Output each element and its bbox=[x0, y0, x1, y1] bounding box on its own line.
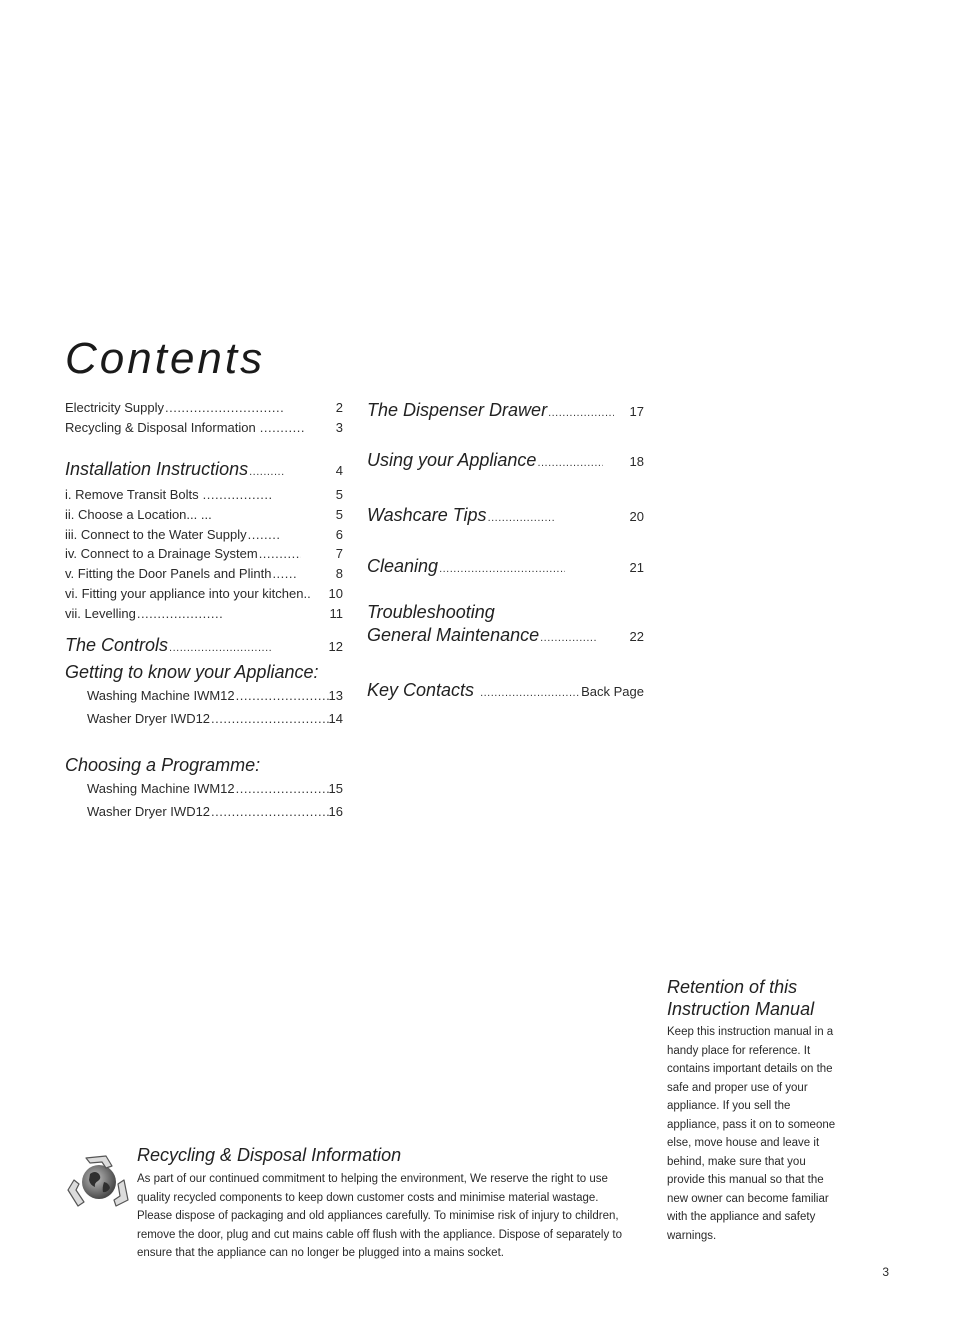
toc-page-number: 18 bbox=[629, 454, 644, 469]
toc-heading-dispenser-drawer[interactable] bbox=[367, 399, 644, 421]
toc-page-number: 8 bbox=[335, 566, 343, 581]
leader-dots bbox=[439, 561, 565, 577]
toc-entry-washing-machine[interactable] bbox=[87, 781, 343, 797]
toc-page-number: 3 bbox=[335, 420, 343, 435]
toc-heading-getting-to-know: Getting to know your Appliance: bbox=[65, 662, 319, 682]
toc-entry-label: Washer Dryer IWD12 bbox=[87, 711, 211, 726]
toc-page-number: 5 bbox=[335, 487, 343, 502]
toc-page-number: 15 bbox=[328, 781, 343, 796]
leader-dots bbox=[249, 464, 285, 480]
leader-dots bbox=[537, 455, 603, 471]
retention-body: Keep this instruction manual in a handy place for reference. It contains important details on the safe and proper use of your appliance. If you sell the appliance, pass it on to someone else, move house and leave it behind, make sure that you provide this manual so that the new owner can become familiar with the appliance and safety warnings. bbox=[667, 1026, 836, 1242]
toc-entry-label: Washing Machine IWM12 bbox=[87, 688, 235, 703]
retention-heading-line2: Instruction Manual bbox=[667, 999, 815, 1019]
toc-heading-using-appliance[interactable] bbox=[367, 449, 644, 471]
toc-heading-label: The Dispenser Drawer bbox=[367, 400, 548, 420]
toc-entry-label: Washing Machine IWM12 bbox=[87, 781, 235, 796]
recycling-section bbox=[137, 1144, 632, 1263]
toc-page-number: 21 bbox=[629, 560, 644, 575]
leader-dots bbox=[260, 420, 305, 436]
toc-page-number: 20 bbox=[629, 509, 644, 524]
page-title: Contents bbox=[65, 334, 266, 383]
leader-dots bbox=[488, 510, 554, 526]
leader-dots bbox=[169, 640, 271, 656]
toc-entry-label: iv. Connect to a Drainage System bbox=[65, 546, 258, 561]
toc-heading-label: Using your Appliance bbox=[367, 450, 537, 470]
recycle-globe-icon bbox=[66, 1150, 132, 1214]
leader-dots bbox=[211, 804, 328, 820]
leader-dots bbox=[236, 688, 329, 704]
toc-entry-install-step[interactable] bbox=[65, 586, 343, 602]
toc-page-number: 13 bbox=[328, 688, 343, 703]
toc-heading-label: Installation Instructions bbox=[65, 459, 249, 479]
toc-page-number: 4 bbox=[335, 463, 343, 478]
leader-dots bbox=[272, 566, 296, 582]
toc-entry-install-step[interactable] bbox=[65, 546, 343, 562]
toc-entry-label: vii. Levelling bbox=[65, 606, 136, 621]
toc-entry-label: vi. Fitting your appliance into your kitchen.. bbox=[65, 586, 311, 601]
toc-page-number: 2 bbox=[335, 400, 343, 415]
leader-dots bbox=[165, 400, 283, 416]
toc-entry-label: v. Fitting the Door Panels and Plinth bbox=[65, 566, 272, 581]
leader-dots bbox=[480, 685, 579, 701]
leader-dots bbox=[540, 630, 598, 646]
toc-heading-installation[interactable] bbox=[65, 458, 343, 480]
leader-dots bbox=[548, 405, 614, 421]
toc-page-number: 6 bbox=[335, 527, 343, 542]
toc-entry-electricity-supply[interactable] bbox=[65, 400, 343, 416]
toc-page-number: 16 bbox=[328, 804, 343, 819]
toc-page-number: Back Page bbox=[581, 684, 644, 699]
toc-entry-label: i. Remove Transit Bolts bbox=[65, 487, 199, 502]
toc-entry-install-step[interactable] bbox=[65, 566, 343, 582]
toc-heading-label: Key Contacts bbox=[367, 680, 475, 700]
toc-entry-washing-machine[interactable] bbox=[87, 688, 343, 704]
retention-heading-line1: Retention of this bbox=[667, 977, 798, 997]
toc-page-number: 14 bbox=[328, 711, 343, 726]
toc-entry-label: ii. Choose a Location... ... bbox=[65, 507, 212, 522]
toc-entry-label: Electricity Supply bbox=[65, 400, 164, 415]
toc-heading-general-maintenance[interactable] bbox=[367, 624, 644, 646]
toc-entry-recycling-disposal[interactable] bbox=[65, 420, 343, 436]
leader-dots bbox=[211, 711, 328, 727]
toc-heading-troubleshooting[interactable]: Troubleshooting bbox=[367, 602, 495, 622]
toc-entry-label: Washer Dryer IWD12 bbox=[87, 804, 211, 819]
leader-dots bbox=[259, 546, 301, 562]
toc-page-number: 11 bbox=[329, 606, 343, 621]
leader-dots bbox=[203, 487, 273, 503]
toc-entry-install-step[interactable] bbox=[65, 527, 343, 543]
toc-entry-install-step[interactable] bbox=[65, 606, 343, 622]
toc-heading-choosing-programme: Choosing a Programme: bbox=[65, 755, 261, 775]
toc-page-number: 10 bbox=[328, 586, 343, 601]
toc-entry-washer-dryer[interactable] bbox=[87, 804, 343, 820]
toc-heading-washcare-tips[interactable] bbox=[367, 504, 644, 526]
toc-entry-install-step[interactable] bbox=[65, 487, 343, 503]
toc-entry-label: Recycling & Disposal Information bbox=[65, 420, 256, 435]
toc-entry-install-step[interactable] bbox=[65, 507, 343, 523]
toc-heading-label: General Maintenance bbox=[367, 625, 540, 645]
toc-page-number: 7 bbox=[335, 546, 343, 561]
retention-section bbox=[667, 976, 839, 1245]
toc-heading-controls[interactable] bbox=[65, 634, 343, 656]
recycling-body: As part of our continued commitment to helping the environment, We reserve the right to use quality recycled components to keep down customer costs and minimise material wastage. Please dispose of packaging and old appliances carefully. To minimise risk of injury to children, remove the door, plug and cut mains cable off flush with the appliance. Dispose of separately to ensure that the appliance can no longer be plugged into a mains socket. bbox=[137, 1173, 622, 1259]
toc-entry-label: iii. Connect to the Water Supply bbox=[65, 527, 247, 542]
toc-heading-label: The Controls bbox=[65, 635, 169, 655]
toc-heading-label: Washcare Tips bbox=[367, 505, 487, 525]
toc-page-number: 12 bbox=[328, 639, 343, 654]
toc-heading-label: Cleaning bbox=[367, 556, 439, 576]
leader-dots bbox=[236, 781, 329, 797]
toc-page-number: 5 bbox=[335, 507, 343, 522]
toc-page-number: 17 bbox=[629, 404, 644, 419]
toc-heading-cleaning[interactable] bbox=[367, 555, 644, 577]
toc-entry-washer-dryer[interactable] bbox=[87, 711, 343, 727]
leader-dots bbox=[248, 527, 280, 543]
page-number: 3 bbox=[882, 1265, 889, 1279]
recycling-heading: Recycling & Disposal Information bbox=[137, 1145, 402, 1165]
toc-heading-key-contacts[interactable] bbox=[367, 679, 644, 701]
leader-dots bbox=[137, 606, 223, 622]
toc-page-number: 22 bbox=[629, 629, 644, 644]
